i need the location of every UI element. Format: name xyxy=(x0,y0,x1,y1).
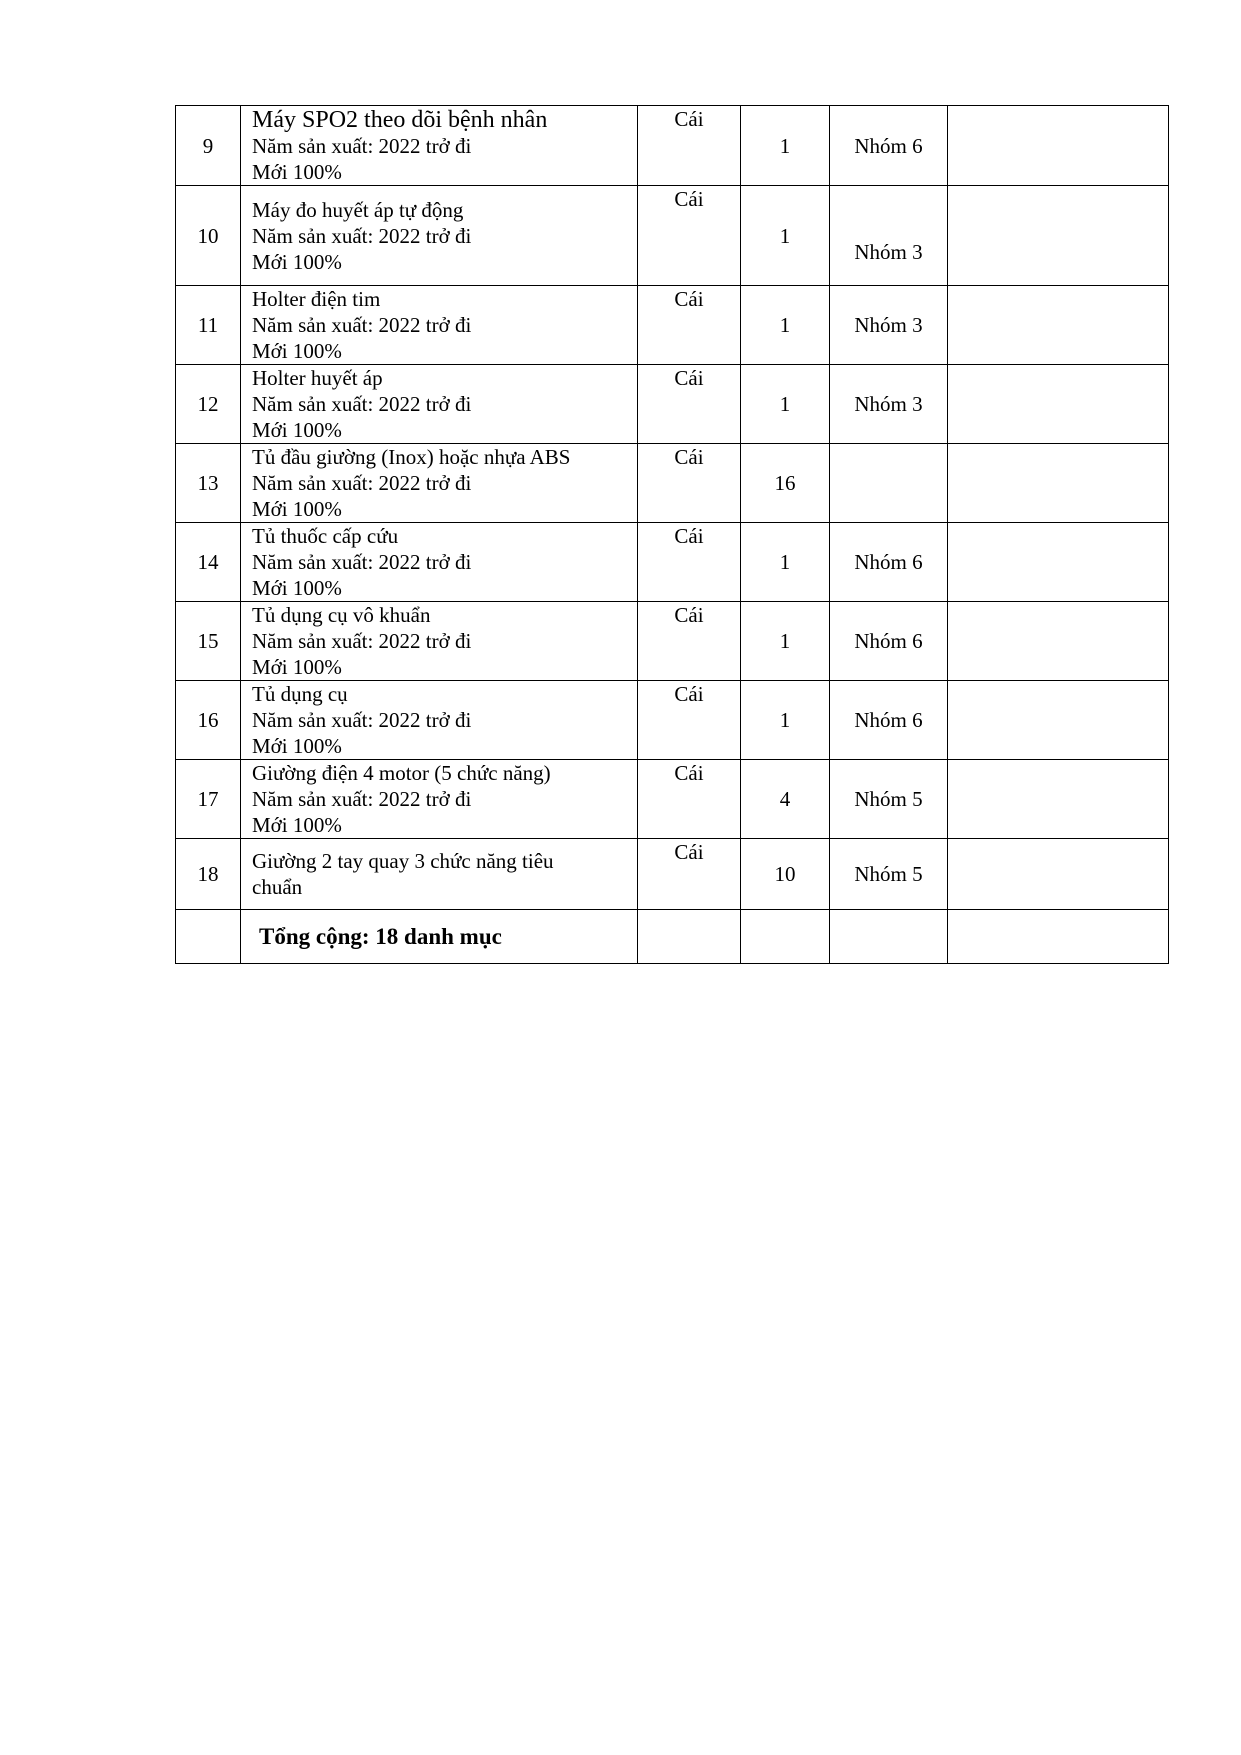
item-description-line: Holter điện tim xyxy=(252,287,381,311)
row-item-name xyxy=(241,602,638,681)
row-item-name xyxy=(241,365,638,444)
row-quantity: 16 xyxy=(741,444,830,523)
item-description-line: Năm sản xuất: 2022 trở đi xyxy=(252,471,472,495)
row-unit xyxy=(638,286,741,365)
row-stt: 9 xyxy=(176,106,241,186)
item-description-line: Giường 2 tay quay 3 chức năng tiêu xyxy=(252,849,554,873)
item-description-line: Máy đo huyết áp tự động xyxy=(252,197,464,222)
row-stt: 18 xyxy=(176,839,241,910)
total-note-cell xyxy=(948,910,1169,964)
row-stt: 16 xyxy=(176,681,241,760)
row-note xyxy=(948,365,1169,444)
row-stt: 11 xyxy=(176,286,241,365)
item-description-line: Mới 100% xyxy=(252,576,342,600)
unit-label: Cái xyxy=(674,761,704,785)
item-description-line: Mới 100% xyxy=(252,159,342,184)
row-item-name xyxy=(241,839,638,910)
row-stt: 13 xyxy=(176,444,241,523)
row-note xyxy=(948,681,1169,760)
item-description-line: Mới 100% xyxy=(252,249,342,274)
row-group: Nhóm 3 xyxy=(830,286,948,365)
row-stt: 10 xyxy=(176,186,241,286)
row-quantity: 10 xyxy=(741,839,830,910)
row-note xyxy=(948,760,1169,839)
item-description-line: Máy SPO2 theo dõi bệnh nhân xyxy=(252,106,548,133)
equipment-table-body xyxy=(176,106,1169,910)
row-unit xyxy=(638,760,741,839)
item-description-line: Mới 100% xyxy=(252,813,342,837)
unit-label: Cái xyxy=(674,682,704,706)
row-item-name xyxy=(241,760,638,839)
row-item-name xyxy=(241,186,638,286)
row-group: Nhóm 6 xyxy=(830,523,948,602)
item-description-line: Năm sản xuất: 2022 trở đi xyxy=(252,629,472,653)
row-quantity: 1 xyxy=(741,602,830,681)
row-group: Nhóm 6 xyxy=(830,602,948,681)
row-quantity: 1 xyxy=(741,106,830,186)
item-description-line: Mới 100% xyxy=(252,655,342,679)
row-quantity: 1 xyxy=(741,365,830,444)
row-unit xyxy=(638,602,741,681)
item-description-line: Năm sản xuất: 2022 trở đi xyxy=(252,133,472,158)
table-row xyxy=(176,839,1169,910)
row-stt: 12 xyxy=(176,365,241,444)
item-description-line: Năm sản xuất: 2022 trở đi xyxy=(252,392,472,416)
row-unit xyxy=(638,106,741,186)
unit-label: Cái xyxy=(674,287,704,311)
item-description-line: Giường điện 4 motor (5 chức năng) xyxy=(252,761,551,785)
row-unit xyxy=(638,839,741,910)
item-description-line: Năm sản xuất: 2022 trở đi xyxy=(252,223,472,248)
item-description-line: Tủ thuốc cấp cứu xyxy=(252,524,399,548)
row-note xyxy=(948,602,1169,681)
item-description-line: Mới 100% xyxy=(252,418,342,442)
row-group: Nhóm 3 xyxy=(830,186,948,286)
row-quantity: 1 xyxy=(741,186,830,286)
row-note xyxy=(948,106,1169,186)
row-unit xyxy=(638,186,741,286)
table-row xyxy=(176,523,1169,602)
total-row xyxy=(176,910,1169,964)
row-unit xyxy=(638,444,741,523)
item-description-line: Mới 100% xyxy=(252,734,342,758)
row-group: Nhóm 6 xyxy=(830,681,948,760)
row-note xyxy=(948,523,1169,602)
item-description-line: Holter huyết áp xyxy=(252,366,383,390)
item-description-line: Mới 100% xyxy=(252,497,342,521)
table-row xyxy=(176,286,1169,365)
unit-label: Cái xyxy=(674,603,704,627)
row-item-name xyxy=(241,523,638,602)
row-group xyxy=(830,444,948,523)
row-group: Nhóm 6 xyxy=(830,106,948,186)
row-group: Nhóm 3 xyxy=(830,365,948,444)
item-description-line: Tủ dụng cụ vô khuẩn xyxy=(252,603,431,627)
row-stt: 17 xyxy=(176,760,241,839)
total-qty-cell xyxy=(741,910,830,964)
table-row xyxy=(176,106,1169,186)
unit-label: Cái xyxy=(674,366,704,390)
total-unit-cell xyxy=(638,910,741,964)
item-description-line: Năm sản xuất: 2022 trở đi xyxy=(252,550,472,574)
item-description-line: Tủ dụng cụ xyxy=(252,682,348,706)
row-item-name xyxy=(241,444,638,523)
row-note xyxy=(948,444,1169,523)
unit-label: Cái xyxy=(674,840,704,864)
row-group: Nhóm 5 xyxy=(830,839,948,910)
row-group: Nhóm 5 xyxy=(830,760,948,839)
unit-label: Cái xyxy=(674,524,704,548)
equipment-table xyxy=(175,105,1169,964)
item-description-line: Năm sản xuất: 2022 trở đi xyxy=(252,787,472,811)
total-label: Tổng cộng: 18 danh mục xyxy=(241,910,638,964)
total-stt-cell xyxy=(176,910,241,964)
row-unit xyxy=(638,365,741,444)
total-group-cell xyxy=(830,910,948,964)
item-description-line: Năm sản xuất: 2022 trở đi xyxy=(252,313,472,337)
row-stt: 15 xyxy=(176,602,241,681)
row-item-name xyxy=(241,106,638,186)
row-quantity: 1 xyxy=(741,286,830,365)
unit-label: Cái xyxy=(674,187,704,211)
row-stt: 14 xyxy=(176,523,241,602)
row-unit xyxy=(638,681,741,760)
table-row xyxy=(176,365,1169,444)
table-row xyxy=(176,444,1169,523)
row-quantity: 1 xyxy=(741,523,830,602)
row-item-name xyxy=(241,286,638,365)
unit-label: Cái xyxy=(674,445,704,469)
item-description-line: chuẩn xyxy=(252,875,303,899)
row-quantity: 4 xyxy=(741,760,830,839)
table-row xyxy=(176,760,1169,839)
item-description-line: Tủ đầu giường (Inox) hoặc nhựa ABS xyxy=(252,445,571,469)
unit-label: Cái xyxy=(674,107,704,131)
row-quantity: 1 xyxy=(741,681,830,760)
table-row xyxy=(176,681,1169,760)
row-unit xyxy=(638,523,741,602)
row-item-name xyxy=(241,681,638,760)
table-row xyxy=(176,186,1169,286)
row-note xyxy=(948,286,1169,365)
item-description-line: Mới 100% xyxy=(252,339,342,363)
item-description-line: Năm sản xuất: 2022 trở đi xyxy=(252,708,472,732)
table-row xyxy=(176,602,1169,681)
row-note xyxy=(948,186,1169,286)
row-note xyxy=(948,839,1169,910)
